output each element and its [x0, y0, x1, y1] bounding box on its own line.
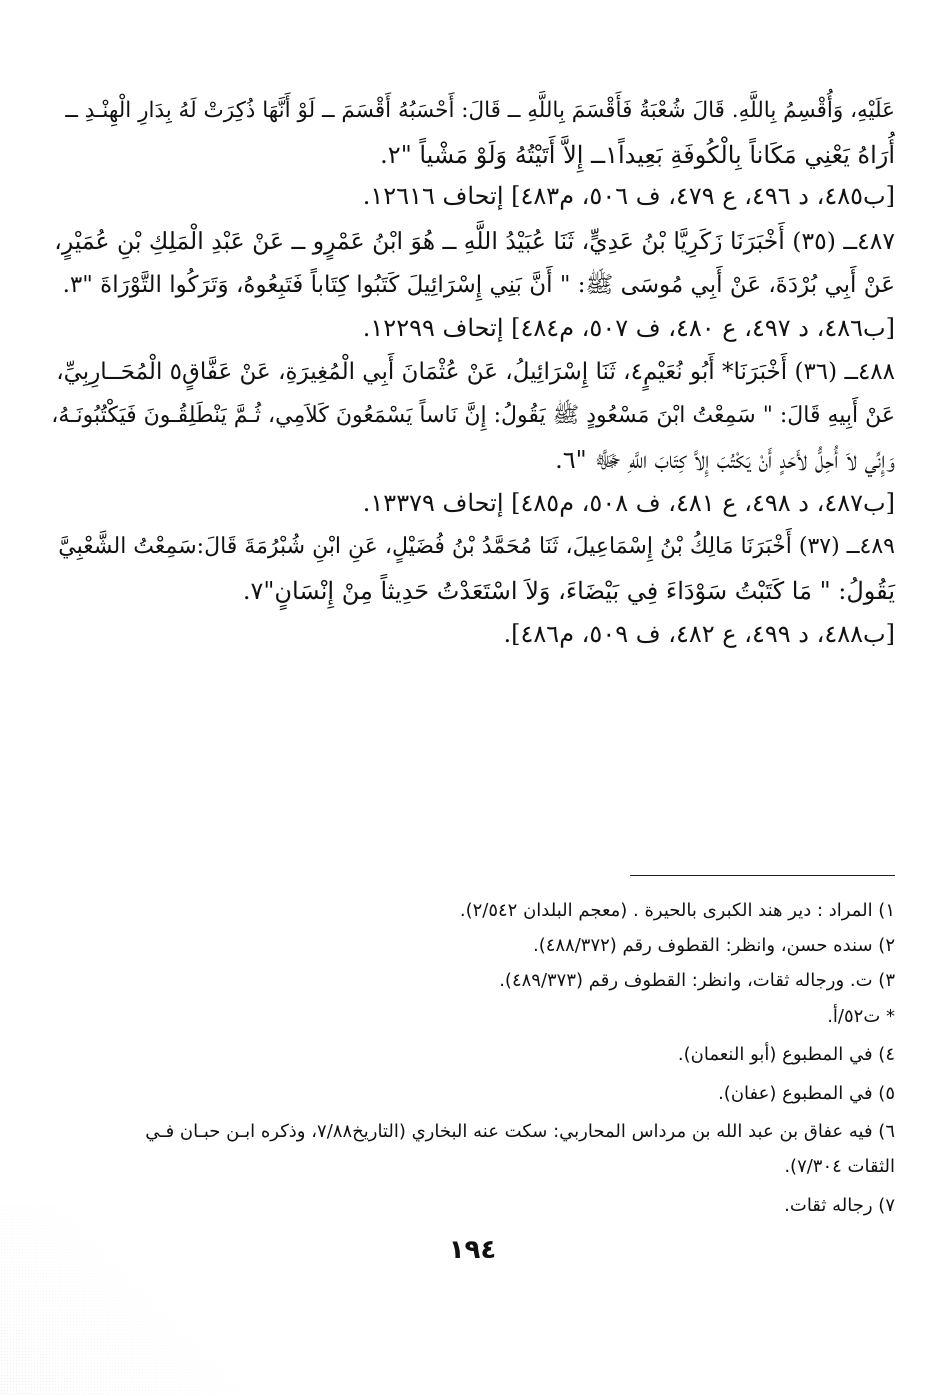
hadith-reference: [ب٤٨٧، د ٤٩٨، ع ٤٨١، ف ٥٠٨، م٤٨٥] إتحاف ١٣٣٧٩.	[362, 489, 895, 517]
footnote-separator	[630, 875, 895, 876]
footnote-7: ٧) رجاله ثقات.	[784, 1195, 895, 1216]
footnote-1: ١) المراد : دير هند الكبرى بالحيرة . (معجم البلدان ٢/٥٤٢).	[459, 900, 895, 921]
body-line-1: عَلَيْهِ، وَأُقْسِمُ بِاللَّهِ. قَالَ شُعْبَةُ فَأَقْسَمَ بِاللَّهِ ــ قَالَ: أَحْسَبُهُ أَقْسَمَ ــ لَوْ أَنَّهَا ذُكِرَتْ لَهُ بِدَارِ الْهِنْـدِ ــ	[65, 98, 895, 123]
hadith-487-line-1: ٤٨٧ــ (٣٥) أَخْبَرَنَا زَكَرِيَّا بْنُ عَدِيٍّ، ثَنَا عُبَيْدُ اللَّهِ ــ هُوَ ابْنُ عَمْرٍو ــ عَنْ عَبْدِ الْمَلِكِ بْنِ عُمَيْرٍ،	[54, 227, 895, 255]
hadith-reference: [ب٤٨٨، د ٤٩٩، ع ٤٨٢، ف ٥٠٩، م٤٨٦].	[503, 620, 895, 648]
hadith-488-line-1: ٤٨٨ــ (٣٦) أَخْبَرَنَا* أَبُو نُعَيْمٍ٤، ثَنَا إِسْرَائِيلُ، عَنْ عُثْمَانَ أَبِي الْمُغِيرَةِ، عَنْ عَفَّاقٍ٥ الْمُحَــارِبِيِّ،	[56, 359, 895, 385]
hadith-488-line-3: وَإِنِّي لاَ أُحِلُّ لأَحَدٍ أَنْ يَكْتُبَ إِلاَّ كِتَابَ اللَّهِ ﷻ "٦.	[555, 446, 895, 474]
footnote-5: ٥) في المطبوع (عفان).	[718, 1083, 895, 1104]
hadith-487-line-2: عَنْ أَبِي بُرْدَةَ، عَنْ أَبِي مُوسَى ﷺ: " أَنَّ بَنِي إِسْرَائِيلَ كَتَبُوا كِتَاباً فَتَبِعُوهُ، وَتَرَكُوا التَّوْرَاةَ "٣.	[62, 272, 895, 298]
hadith-489-line-2: يَقُولُ: " مَا كَتَبْتُ سَوْدَاءَ فِي بَيْضَاءَ، وَلاَ اسْتَعَدْتُ حَدِيثاً مِنْ إِنْسَانٍ"٧.	[242, 577, 895, 605]
footnote-2: ٢) سنده حسن، وانظر: القطوف رقم (٤٨٨/٣٧٢).	[532, 935, 895, 956]
footnote-4: ٤) في المطبوع (أبو النعمان).	[677, 1044, 895, 1065]
page-number: ١٩٤	[448, 1235, 497, 1265]
footnote-6-continued: الثقات ٧/٣٠٤).	[784, 1156, 895, 1177]
footnote-6: ٦) فيه عفاق بن عبد الله بن مرداس المحاربي: سكت عنه البخاري (التاريخ٧/٨٨، وذكره ابـن حبـان فـي	[145, 1121, 895, 1142]
scan-noise	[0, 1206, 260, 1396]
hadith-reference: [ب٤٨٦، د ٤٩٧، ع ٤٨٠، ف ٥٠٧، م٤٨٤] إتحاف ١٢٢٩٩.	[362, 314, 895, 342]
hadith-reference: [ب٤٨٥، د ٤٩٦، ع ٤٧٩، ف ٥٠٦، م٤٨٣] إتحاف ١٢٦١٦.	[362, 182, 895, 210]
body-line-2: أُرَاهُ يَعْنِي مَكَاناً بِالْكُوفَةِ بَعِيداً١ــ إِلاَّ أَتَيْتُهُ وَلَوْ مَشْياً "٢.	[380, 141, 895, 169]
hadith-489-line-1: ٤٨٩ــ (٣٧) أَخْبَرَنَا مَالِكُ بْنُ إِسْمَاعِيلَ، ثَنَا مُحَمَّدُ بْنُ فُضَيْلٍ، عَنِ ابْنِ شُبْرُمَةَ قَالَ:سَمِعْتُ الشَّعْبِيَّ	[58, 534, 895, 559]
footnote-star: * ت٥٢/أ.	[827, 1006, 895, 1027]
footnote-3: ٣) ت. ورجاله ثقات، وانظر: القطوف رقم (٤٨٩/٣٧٣).	[499, 970, 895, 991]
hadith-488-line-2: عَنْ أَبِيهِ قَالَ: " سَمِعْتُ ابْنَ مَسْعُودٍ ﷺ يَقُولُ: إِنَّ نَاساً يَسْمَعُونَ كَلاَمِي، ثُـمَّ يَنْطَلِقُـونَ فَيَكْتُبُونَـهُ،	[51, 403, 895, 428]
